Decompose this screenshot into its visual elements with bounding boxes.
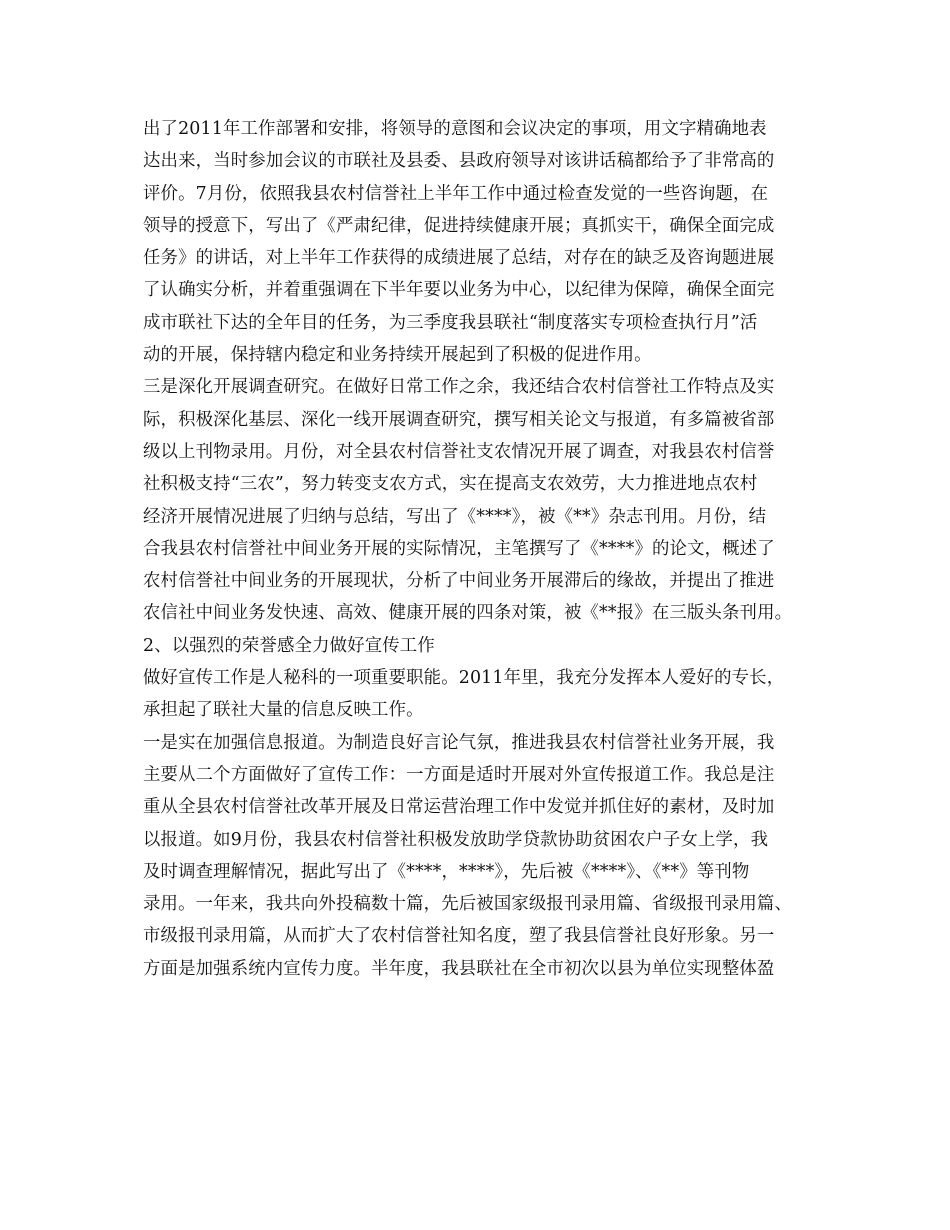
text-line: 录用。一年来，我共向外投稿数十篇，先后被国家级报刊录用篇、省级报刊录用篇、 bbox=[143, 894, 793, 915]
text-line: 农村信誉社中间业务的开展现状，分析了中间业务开展滞后的缘故，并提出了推进 bbox=[143, 571, 775, 592]
text-line: 成市联社下达的全年目的任务，为三季度我县联社“制度落实专项检查执行月”活 bbox=[143, 312, 758, 333]
text-line: 达出来，当时参加会议的市联社及县委、县政府领导对该讲话稿都给予了非常高的 bbox=[143, 151, 775, 172]
section-heading: 2、以强烈的荣誉感全力做好宣传工作 bbox=[143, 635, 435, 656]
text-line: 市级报刊录用篇，从而扩大了农村信誉社知名度，塑了我县信誉社良好形象。另一 bbox=[143, 926, 775, 947]
text-line: 级以上刊物录用。月份，对全县农村信誉社支农情况开展了调查，对我县农村信誉 bbox=[143, 441, 775, 462]
text-line: 方面是加强系统内宣传力度。半年度，我县联社在全市初次以县为单位实现整体盈 bbox=[143, 958, 775, 979]
paragraph-start-line: 一是实在加强信息报道。为制造良好言论气氛，推进我县农村信誉社业务开展，我 bbox=[143, 732, 775, 753]
text-line: 农信社中间业务发快速、高效、健康开展的四条对策，被《**报》在三版头条刊用。 bbox=[143, 603, 793, 624]
text-line: 合我县农村信誉社中间业务开展的实际情况，主笔撰写了《****》的论文，概述了 bbox=[143, 538, 775, 559]
text-line: 重从全县农村信誉社改革开展及日常运营治理工作中发觉并抓住好的素材，及时加 bbox=[143, 797, 775, 818]
text-line: 及时调查理解情况，据此写出了《****，****》，先后被《****》、《**》等刊物 bbox=[143, 861, 750, 882]
document-body bbox=[143, 113, 833, 985]
text-line: 动的开展，保持辖内稳定和业务持续开展起到了积极的促进作用。 bbox=[143, 345, 652, 366]
text-line: 际，积极深化基层、深化一线开展调查研究，撰写相关论文与报道，有多篇被省部 bbox=[143, 409, 775, 430]
text-line: 任务》的讲话，对上半年工作获得的成绩进展了总结，对存在的缺乏及咨询题进展 bbox=[143, 248, 775, 269]
text-line: 以报道。如9月份，我县农村信誉社积极发放助学贷款协助贫困农户子女上学，我 bbox=[143, 829, 769, 850]
text-line: 经济开展情况进展了归纳与总结，写出了《****》，被《**》杂志刊用。月份，结 bbox=[143, 506, 767, 527]
paragraph-start-line: 做好宣传工作是人秘科的一项重要职能。2011年里，我充分发挥本人爱好的专长， bbox=[143, 668, 785, 689]
paragraph-start-line: 三是深化开展调查研究。在做好日常工作之余，我还结合农村信誉社工作特点及实 bbox=[143, 377, 775, 398]
text-line: 承担起了联社大量的信息反映工作。 bbox=[143, 700, 424, 721]
text-line: 领导的授意下，写出了《严肃纪律，促进持续健康开展；真抓实干，确保全面完成 bbox=[143, 215, 775, 236]
text-line: 了认确实分析，并着重强调在下半年要以业务为中心，以纪律为保障，确保全面完 bbox=[143, 280, 775, 301]
text-line: 出了2011年工作部署和安排，将领导的意图和会议决定的事项，用文字精确地表 bbox=[143, 119, 767, 139]
text-line: 社积极支持“三农”，努力转变支农方式，实在提高支农效劳，大力推进地点农村 bbox=[143, 474, 758, 495]
text-line: 评价。7月份，依照我县农村信誉社上半年工作中通过检查发觉的一些咨询题，在 bbox=[143, 183, 769, 204]
text-line: 主要从二个方面做好了宣传工作：一方面是适时开展对外宣传报道工作。我总是注 bbox=[143, 764, 775, 785]
